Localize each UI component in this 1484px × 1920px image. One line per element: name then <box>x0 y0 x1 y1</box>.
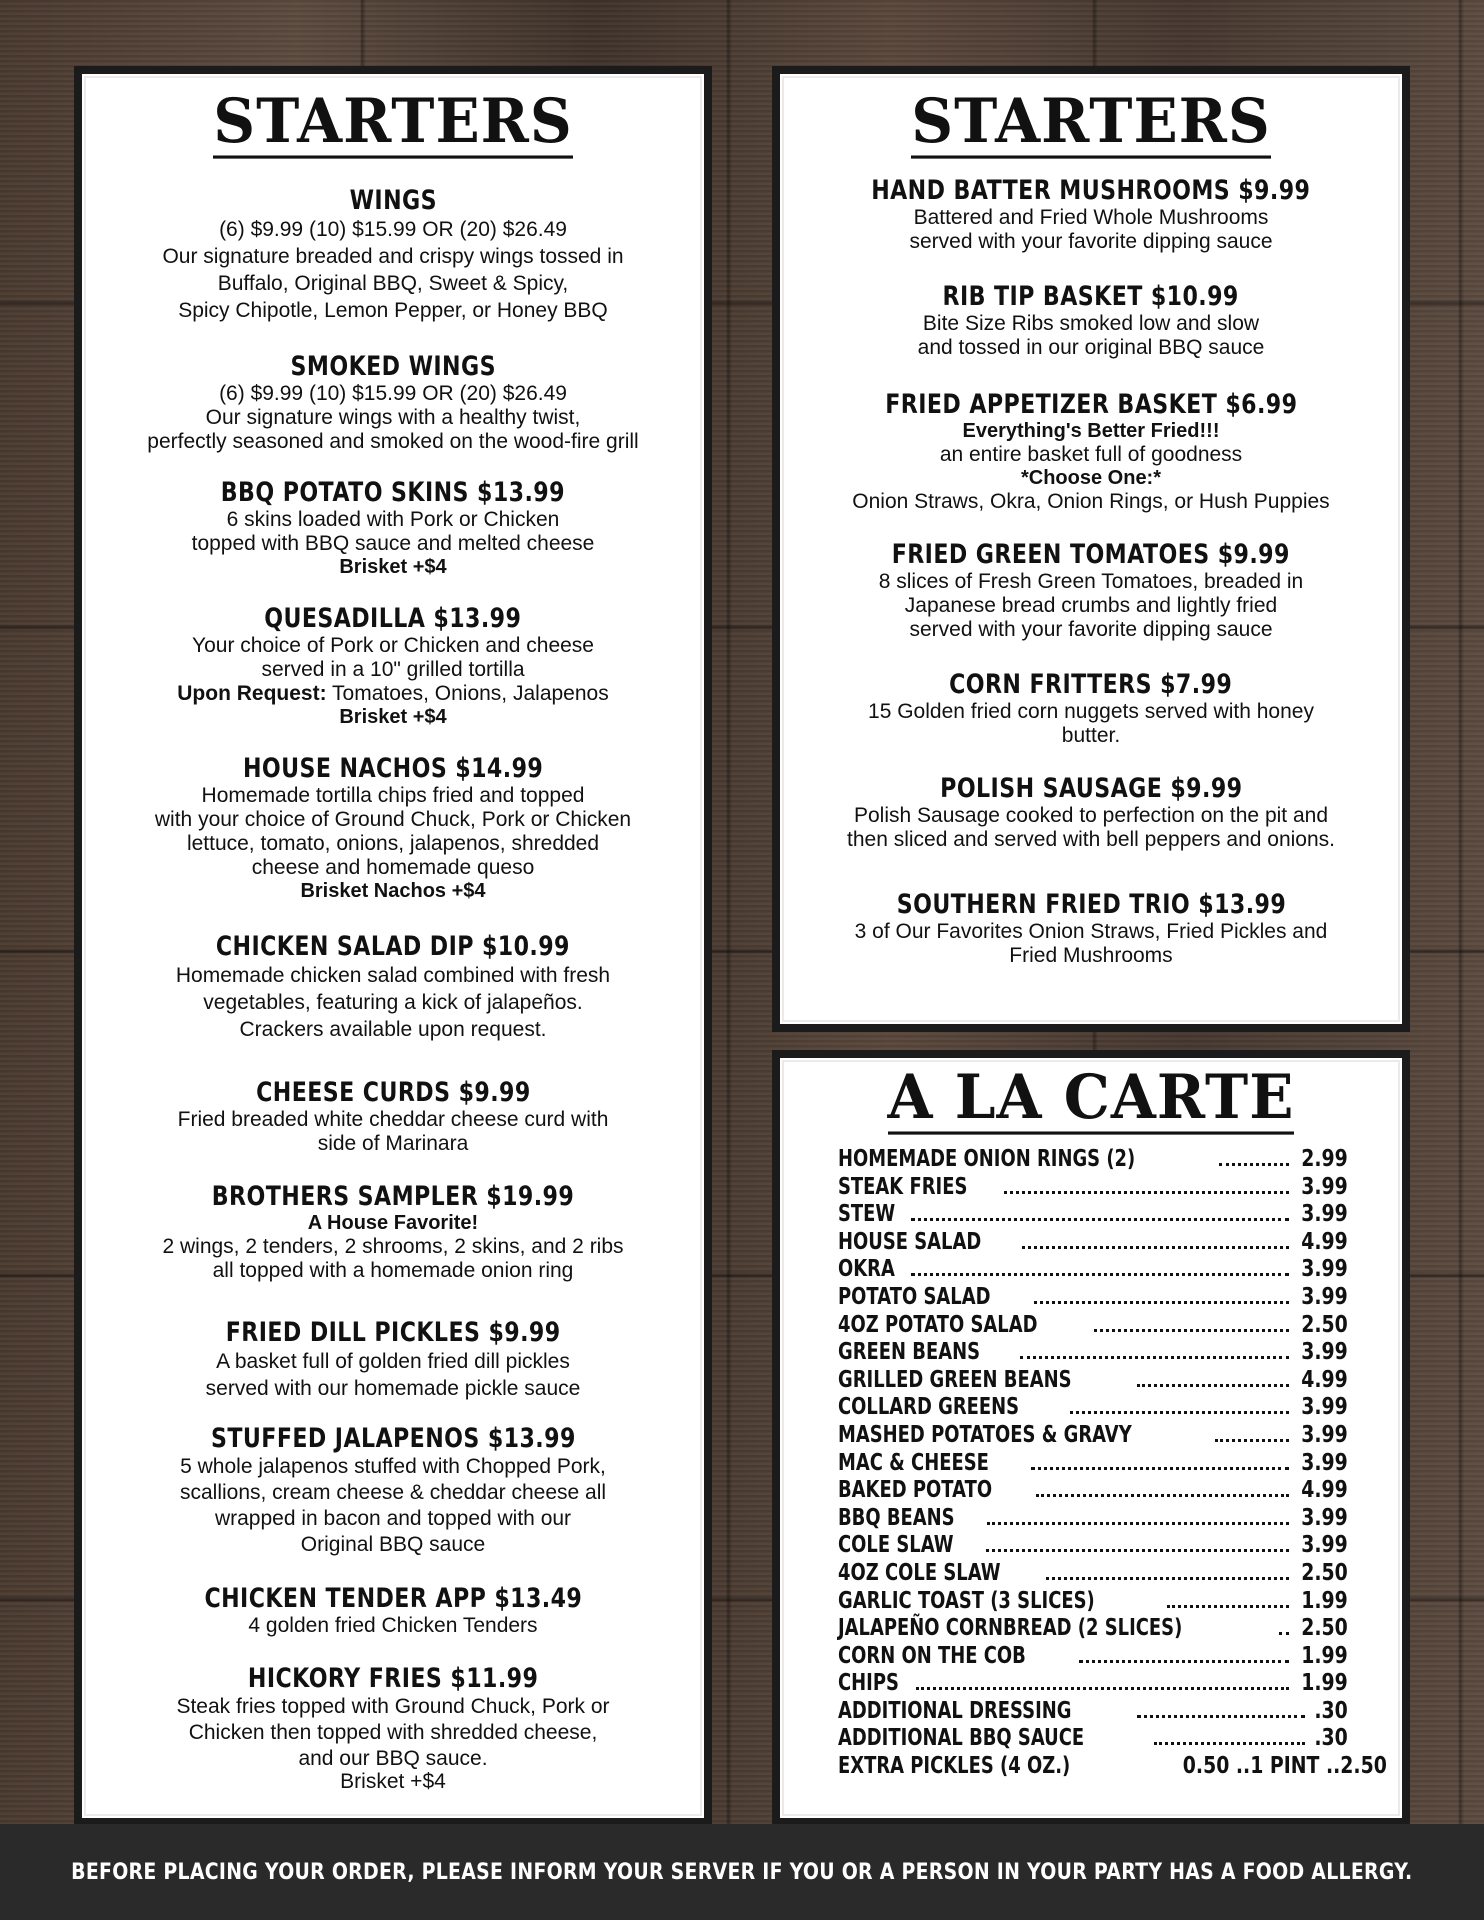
dot-leader <box>1004 1191 1289 1194</box>
a-la-carte-row <box>838 1588 1348 1616</box>
starters-panel-right <box>772 66 1410 1032</box>
item-desc-line: Brisket +$4 <box>340 1770 446 1793</box>
a-la-carte-item-name: COLLARD GREENS <box>838 1394 1020 1421</box>
item-name: RIB TIP BASKET $10.99 <box>942 281 1240 312</box>
item-desc-line: 6 skins loaded with Pork or Chicken <box>226 508 560 531</box>
a-la-carte-row <box>838 1698 1348 1726</box>
item-name: FRIED GREEN TOMATOES $9.99 <box>891 539 1291 570</box>
item-desc-line: served in a 10" grilled tortilla <box>261 658 525 681</box>
dot-leader <box>1020 1356 1289 1359</box>
section-title-starters-left: STARTERS <box>213 90 573 158</box>
a-la-carte-item-price: 4.99 <box>1301 1477 1348 1504</box>
a-la-carte-row <box>838 1174 1348 1202</box>
item-desc-line: lettuce, tomato, onions, jalapenos, shredded <box>186 832 600 855</box>
section-title-starters-right: STARTERS <box>911 90 1271 158</box>
a-la-carte-item-price: 2.50 <box>1301 1559 1348 1586</box>
request-label: Upon Request: <box>177 682 327 705</box>
a-la-carte-row <box>838 1615 1348 1643</box>
a-la-carte-item-name: 4OZ POTATO SALAD <box>838 1311 1038 1338</box>
a-la-carte-item-price: 1.99 <box>1301 1587 1348 1614</box>
a-la-carte-item-price: 2.50 <box>1301 1615 1348 1642</box>
starters-panel-left <box>74 66 712 1826</box>
a-la-carte-item-price: 3.99 <box>1301 1394 1348 1421</box>
menu-item-chicken-salad-dip <box>92 932 694 1043</box>
a-la-carte-item-name: STEW <box>838 1201 896 1228</box>
a-la-carte-row <box>838 1394 1348 1422</box>
item-desc-line: an entire basket full of goodness <box>939 443 1243 466</box>
item-upcharge: Brisket Nachos +$4 <box>300 880 486 902</box>
item-desc-line: 5 whole jalapenos stuffed with Chopped Pork, <box>180 1455 606 1478</box>
item-desc-line: Fried Mushrooms <box>1009 944 1173 967</box>
menu-item-southern-fried-trio <box>790 890 1392 968</box>
a-la-carte-row <box>838 1532 1348 1560</box>
item-desc-line: A basket full of golden fried dill pickles <box>216 1350 570 1373</box>
menu-item-wings <box>92 186 694 324</box>
item-name: CORN FRITTERS $7.99 <box>949 669 1233 700</box>
item-name: CHEESE CURDS $9.99 <box>255 1077 531 1108</box>
item-desc-line: served with your favorite dipping sauce <box>909 230 1273 253</box>
item-desc-line: 15 Golden fried corn nuggets served with honey <box>868 700 1314 723</box>
item-name: FRIED DILL PICKLES $9.99 <box>225 1317 561 1348</box>
item-desc-line: Homemade chicken salad combined with fresh <box>175 964 611 987</box>
a-la-carte-item-price: 4.99 <box>1301 1228 1348 1255</box>
a-la-carte-item-name: CORN ON THE COB <box>838 1642 1026 1669</box>
a-la-carte-item-name: MASHED POTATOES & GRAVY <box>838 1421 1132 1448</box>
a-la-carte-row <box>838 1725 1348 1753</box>
a-la-carte-item-name: HOUSE SALAD <box>838 1228 982 1255</box>
item-desc-line: Crackers available upon request. <box>239 1018 547 1041</box>
dot-leader <box>1137 1384 1289 1387</box>
dot-leader <box>1036 1494 1290 1497</box>
item-desc-line: 4 golden fried Chicken Tenders <box>248 1614 538 1637</box>
dot-leader <box>916 1687 1289 1690</box>
dot-leader <box>1167 1605 1289 1608</box>
a-la-carte-item-name: JALAPEÑO CORNBREAD (2 SLICES) <box>838 1615 1183 1642</box>
item-desc-line: 3 of Our Favorites Onion Straws, Fried Pickles and <box>854 920 1328 943</box>
item-upcharge: Brisket +$4 <box>339 556 447 578</box>
a-la-carte-item-name: GRILLED GREEN BEANS <box>838 1366 1072 1393</box>
dot-leader <box>1046 1577 1289 1580</box>
a-la-carte-item-price: 3.99 <box>1301 1339 1348 1366</box>
a-la-carte-item-price: 3.99 <box>1301 1532 1348 1559</box>
item-desc-line: vegetables, featuring a kick of jalapeños. <box>203 991 583 1014</box>
dot-leader <box>1279 1632 1289 1635</box>
item-desc-line: wrapped in bacon and topped with our <box>214 1507 572 1530</box>
a-la-carte-row <box>838 1312 1348 1340</box>
a-la-carte-item-name: OKRA <box>838 1256 895 1283</box>
menu-item-rib-tip-basket <box>790 282 1392 360</box>
a-la-carte-item-price: 2.99 <box>1301 1146 1348 1172</box>
item-name: CHICKEN SALAD DIP $10.99 <box>215 931 571 962</box>
dot-leader <box>1022 1246 1290 1249</box>
item-desc-line: 2 wings, 2 tenders, 2 shrooms, 2 skins, and 2 ribs <box>162 1235 624 1258</box>
item-desc-line: Original BBQ sauce <box>300 1533 486 1556</box>
menu-item-polish-sausage <box>790 774 1392 852</box>
item-desc-line: (6) $9.99 (10) $15.99 OR (20) $26.49 <box>219 382 567 405</box>
a-la-carte-item-name: ADDITIONAL BBQ SAUCE <box>838 1725 1085 1752</box>
item-desc-line: served with our homemade pickle sauce <box>205 1377 581 1400</box>
a-la-carte-row <box>838 1450 1348 1478</box>
item-desc-line: Fried breaded white cheddar cheese curd with <box>177 1108 609 1131</box>
item-desc-line: perfectly seasoned and smoked on the wood-fire grill <box>147 430 639 453</box>
menu-item-bbq-potato-skins <box>92 478 694 579</box>
a-la-carte-row <box>838 1477 1348 1505</box>
item-name: HOUSE NACHOS $14.99 <box>242 753 544 784</box>
a-la-carte-item-price: 2.50 <box>1301 1311 1348 1338</box>
item-desc-line: Our signature wings with a healthy twist, <box>205 406 581 429</box>
menu-item-house-nachos <box>92 754 694 903</box>
a-la-carte-item-price: 3.99 <box>1301 1173 1348 1200</box>
item-name: BBQ POTATO SKINS $13.99 <box>220 477 566 508</box>
a-la-carte-item-name: COLE SLAW <box>838 1532 954 1559</box>
a-la-carte-item-price: 3.99 <box>1301 1201 1348 1228</box>
a-la-carte-row <box>838 1422 1348 1450</box>
a-la-carte-panel <box>772 1050 1410 1826</box>
a-la-carte-item-price: 3.99 <box>1301 1504 1348 1531</box>
item-name: BROTHERS SAMPLER $19.99 <box>211 1181 575 1212</box>
a-la-carte-item-price: .30 <box>1314 1725 1348 1752</box>
a-la-carte-row <box>838 1339 1348 1367</box>
item-desc-line: Onion Straws, Okra, Onion Rings, or Hush Puppies <box>852 490 1330 513</box>
menu-item-fried-dill-pickles <box>92 1318 694 1402</box>
dot-leader <box>1137 1715 1305 1718</box>
menu-item-hand-batter-mushrooms <box>790 176 1392 254</box>
a-la-carte-item-price: 1.99 <box>1301 1642 1348 1669</box>
item-desc-line: and our BBQ sauce. <box>298 1747 488 1770</box>
a-la-carte-item-price: 4.99 <box>1301 1366 1348 1393</box>
dot-leader <box>1219 1163 1289 1166</box>
a-la-carte-item-name: ADDITIONAL DRESSING <box>838 1697 1072 1724</box>
a-la-carte-item-name: BAKED POTATO <box>838 1477 993 1504</box>
item-desc-line: Your choice of Pork or Chicken and cheese <box>192 634 594 657</box>
item-desc-line: 8 slices of Fresh Green Tomatoes, breaded in <box>878 570 1304 593</box>
item-desc-line: scallions, cream cheese & cheddar cheese all <box>179 1481 607 1504</box>
item-desc-line: Polish Sausage cooked to perfection on the pit and <box>854 804 1328 827</box>
a-la-carte-row <box>838 1284 1348 1312</box>
a-la-carte-row <box>838 1643 1348 1671</box>
a-la-carte-item-name: 4OZ COLE SLAW <box>838 1559 1001 1586</box>
item-desc-line: cheese and homemade queso <box>251 856 535 879</box>
menu-item-chicken-tender-app <box>92 1584 694 1638</box>
item-desc-line: Buffalo, Original BBQ, Sweet & Spicy, <box>217 272 569 295</box>
a-la-carte-row <box>838 1229 1348 1257</box>
item-name: SOUTHERN FRIED TRIO $13.99 <box>896 889 1286 920</box>
item-desc-line: Japanese bread crumbs and lightly fried <box>904 594 1278 617</box>
item-desc-line: with your choice of Ground Chuck, Pork or Chicken <box>154 808 632 831</box>
menu-item-corn-fritters <box>790 670 1392 748</box>
a-la-carte-row <box>838 1505 1348 1533</box>
dot-leader <box>911 1273 1289 1276</box>
section-title-a-la-carte: A LA CARTE <box>888 1066 1295 1134</box>
a-la-carte-item-name: EXTRA PICKLES (4 OZ.) <box>838 1753 1071 1780</box>
item-tagline: A House Favorite! <box>307 1212 479 1234</box>
a-la-carte-item-price: 3.99 <box>1301 1449 1348 1476</box>
dot-leader <box>1034 1301 1290 1304</box>
item-name: FRIED APPETIZER BASKET $6.99 <box>884 389 1298 420</box>
a-la-carte-row <box>838 1753 1387 1781</box>
a-la-carte-item-name: STEAK FRIES <box>838 1173 968 1200</box>
item-name: HICKORY FRIES $11.99 <box>247 1663 539 1694</box>
dot-leader <box>987 1522 1289 1525</box>
item-desc-line: Our signature breaded and crispy wings tossed in <box>162 245 624 268</box>
item-name: HAND BATTER MUSHROOMS $9.99 <box>871 175 1311 206</box>
item-desc-line: Battered and Fried Whole Mushrooms <box>913 206 1269 229</box>
item-desc-line: side of Marinara <box>317 1132 469 1155</box>
a-la-carte-item-name: GREEN BEANS <box>838 1339 981 1366</box>
a-la-carte-item-price: 0.50 ..1 PINT ..2.50 <box>1182 1753 1387 1780</box>
dot-leader <box>1070 1411 1289 1414</box>
item-desc-line: all topped with a homemade onion ring <box>212 1259 574 1282</box>
item-desc-line: (6) $9.99 (10) $15.99 OR (20) $26.49 <box>219 218 567 241</box>
a-la-carte-row <box>838 1201 1348 1229</box>
item-name: SMOKED WINGS <box>290 351 496 382</box>
menu-item-hickory-fries <box>92 1664 694 1792</box>
menu-item-fried-green-tomatoes <box>790 540 1392 642</box>
allergy-notice-bar <box>0 1824 1484 1920</box>
item-desc-line: Homemade tortilla chips fried and topped <box>201 784 585 807</box>
allergy-notice-text: BEFORE PLACING YOUR ORDER, PLEASE INFORM YOUR SERVER IF YOU OR A PERSON IN YOUR PARTY HAS A FOOD ALLERGY. <box>71 1859 1413 1885</box>
a-la-carte-row <box>838 1560 1348 1588</box>
a-la-carte-item-price: 3.99 <box>1301 1283 1348 1310</box>
a-la-carte-item-name: CHIPS <box>838 1670 899 1697</box>
a-la-carte-item-name: BBQ BEANS <box>838 1504 955 1531</box>
menu-item-smoked-wings <box>92 352 694 454</box>
a-la-carte-row <box>838 1367 1348 1395</box>
item-desc-line: Spicy Chipotle, Lemon Pepper, or Honey BBQ <box>178 299 608 322</box>
dot-leader <box>1031 1467 1289 1470</box>
dot-leader <box>1094 1329 1290 1332</box>
menu-item-quesadilla <box>92 604 694 729</box>
item-name: CHICKEN TENDER APP $13.49 <box>204 1583 582 1614</box>
dot-leader <box>1215 1439 1290 1442</box>
a-la-carte-item-name: MAC & CHEESE <box>838 1449 989 1476</box>
a-la-carte-row <box>838 1146 1348 1174</box>
item-desc-line: Steak fries topped with Ground Chuck, Pork or <box>176 1695 610 1718</box>
item-desc-line: Chicken then topped with shredded cheese, <box>188 1721 598 1744</box>
request-text: Tomatoes, Onions, Jalapenos <box>326 682 609 705</box>
item-name: QUESADILLA $13.99 <box>264 603 522 634</box>
dot-leader <box>1079 1660 1289 1663</box>
a-la-carte-item-name: HOMEMADE ONION RINGS (2) <box>838 1146 1136 1172</box>
item-name: POLISH SAUSAGE $9.99 <box>939 773 1243 804</box>
item-name: STUFFED JALAPENOS $13.99 <box>210 1423 576 1454</box>
dot-leader <box>911 1218 1289 1221</box>
a-la-carte-list <box>838 1146 1387 1781</box>
item-desc-line: then sliced and served with bell peppers and onions. <box>847 828 1335 851</box>
item-tagline: Everything's Better Fried!!! <box>962 420 1220 442</box>
menu-item-stuffed-jalapenos <box>92 1424 694 1558</box>
item-desc-line: butter. <box>1061 724 1121 747</box>
menu-item-fried-appetizer-basket <box>790 390 1392 514</box>
a-la-carte-item-price: 3.99 <box>1301 1421 1348 1448</box>
item-desc-line: and tossed in our original BBQ sauce <box>917 336 1265 359</box>
a-la-carte-item-price: .30 <box>1314 1697 1348 1724</box>
item-desc-line: served with your favorite dipping sauce <box>909 618 1273 641</box>
item-name: WINGS <box>349 185 437 216</box>
item-choose-label: *Choose One:* <box>1020 467 1162 489</box>
a-la-carte-item-name: GARLIC TOAST (3 SLICES) <box>838 1587 1095 1614</box>
item-desc-line: Bite Size Ribs smoked low and slow <box>922 312 1260 335</box>
item-upcharge: Brisket +$4 <box>339 706 447 728</box>
a-la-carte-row <box>838 1670 1348 1698</box>
item-request-line <box>92 682 694 706</box>
a-la-carte-item-price: 1.99 <box>1301 1670 1348 1697</box>
a-la-carte-row <box>838 1256 1348 1284</box>
menu-item-brothers-sampler <box>92 1182 694 1283</box>
dot-leader <box>1154 1742 1306 1745</box>
a-la-carte-item-price: 3.99 <box>1301 1256 1348 1283</box>
item-desc-line: topped with BBQ sauce and melted cheese <box>191 532 595 555</box>
dot-leader <box>986 1549 1289 1552</box>
menu-item-cheese-curds <box>92 1078 694 1156</box>
a-la-carte-item-name: POTATO SALAD <box>838 1283 991 1310</box>
